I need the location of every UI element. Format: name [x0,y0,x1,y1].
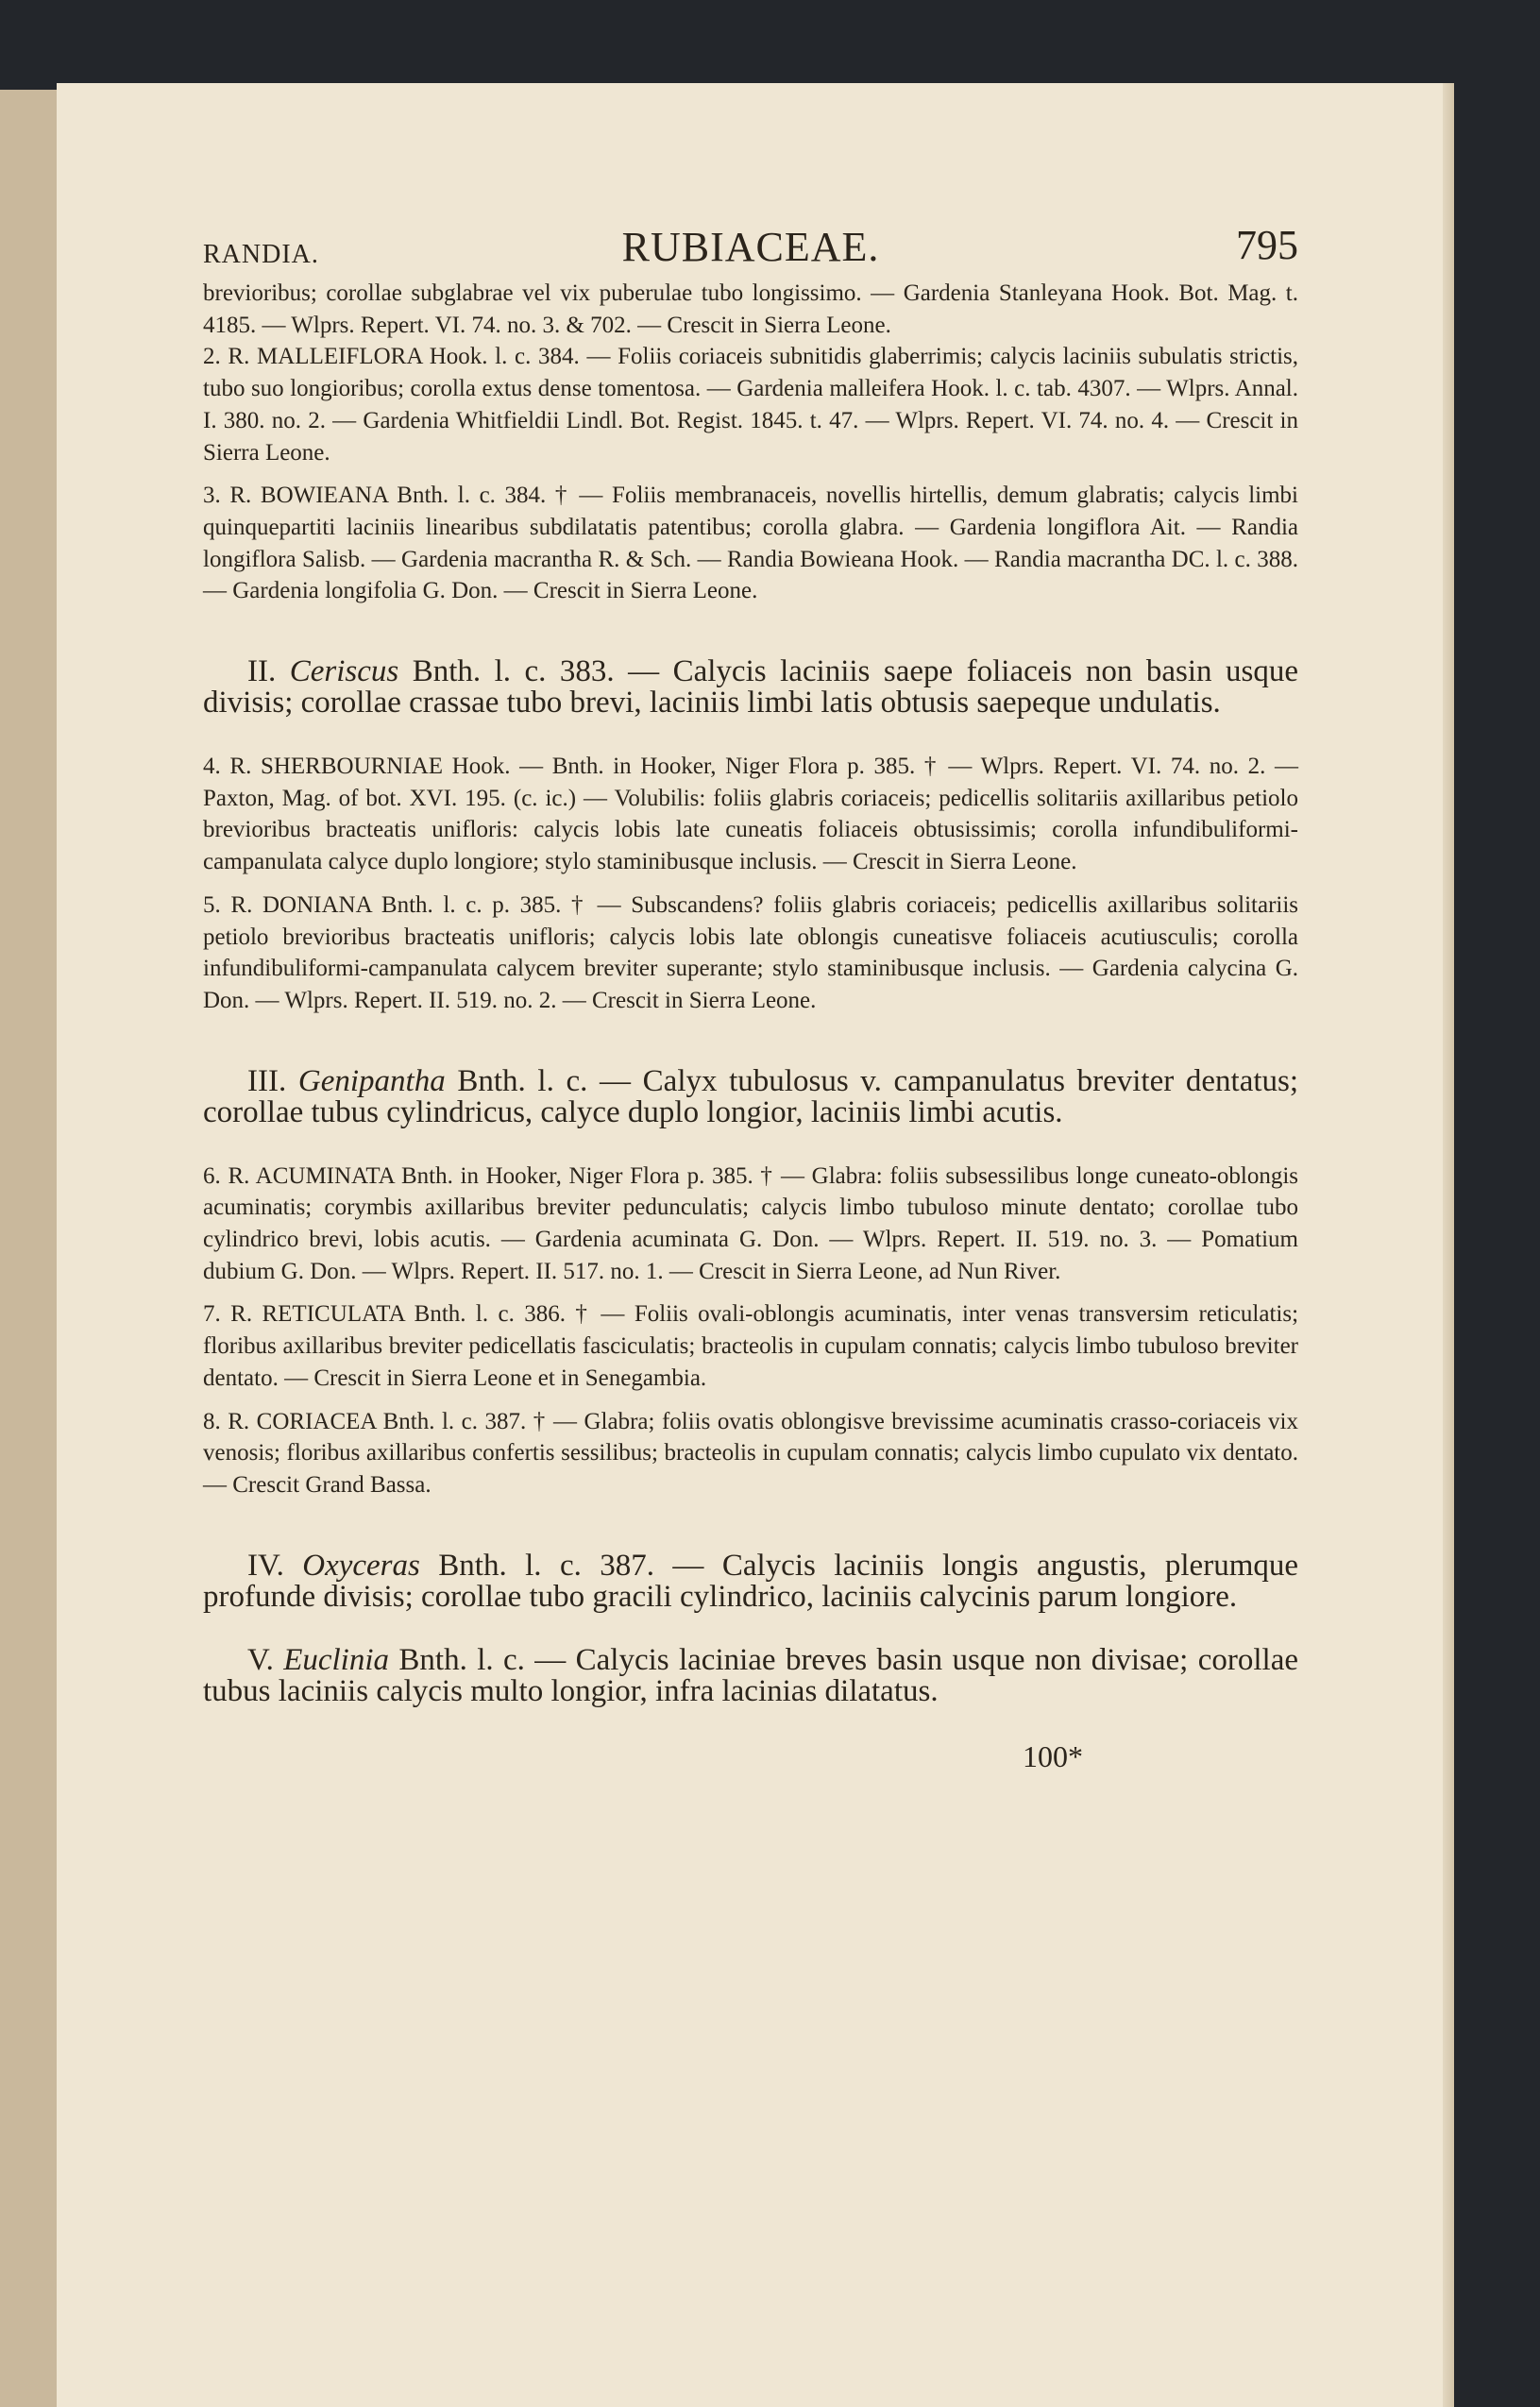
species-entry [203,341,1298,468]
species-number: 5. [203,891,221,918]
species-entry [203,751,1298,878]
section-genus: Genipantha [297,1063,446,1098]
species-list-2 [203,751,1298,1017]
species-description: Bnth. l. c. p. 385. † — Subscandens? foliis glabris coriaceis; pedicellis axillaribus solitariis petiolo brevioribus bracteatis unifloris; calycis lobis late oblongis cuneatisve foliaceis acutiusculis; corolla infundibuliformi-campanulata calycem breviter superante; stylo staminibusque inclusis. — Gardenia calycina G. Don. — Wlprs. Repert. II. 519. no. 2. — Crescit in Sierra Leone. [203,891,1299,1013]
species-description: Hook. — Bnth. in Hooker, Niger Flora p. 385. † — Wlprs. Repert. VI. 74. no. 2. — Paxton, Mag. of bot. XVI. 195. (c. ic.) — Volubilis: foliis glabris coriaceis; pedicellis solitariis axillaribus petiolo brevioribus bracteatis unifloris: calycis lobis late cuneatis foliaceis obtusissimis; corolla infundibuliformi-campanulata calyce duplo longiore; stylo staminibusque inclusis. — Crescit in Sierra Leone. [203,754,1299,875]
section-description: Bnth. l. c. — Calyx tubulosus v. campanulatus breviter dentatus; corollae tubus cylindricus, calyce duplo longior, laciniis limbi acutis. [203,1063,1299,1129]
page-number: 795 [1236,222,1298,268]
facing-page-edge [0,90,57,2407]
species-name: R. SHERBOURNIAE [229,754,444,780]
section-heading-iv [203,1548,1299,1614]
book-page [57,83,1454,2407]
species-description: Bnth. l. c. 384. † — Foliis membranaceis, novellis hirtellis, demum glabratis; calycis limbi quinquepartiti laciniis linearibus subdilatatis patentibus; corolla glabra. — Gardenia longiflora Ait. — Randia longiflora Salisb. — Gardenia macrantha R. & Sch. — Randia Bowieana Hook. — Randia macrantha DC. l. c. 388. — Gardenia longifolia G. Don. — Crescit in Sierra Leone. [203,483,1298,604]
signature-mark: 100* [1023,1738,1083,1773]
section-number: IV. [247,1548,284,1583]
species-name: R. BOWIEANA [229,483,388,509]
species-name: R. MALLEIFLORA [228,344,423,370]
species-entry [203,890,1298,1017]
running-head [203,212,1298,278]
species-description: Hook. l. c. 384. — Foliis coriaceis subnitidis glaberrimis; calycis laciniis subulatis strictis, tubo suo longioribus; corolla extus dense tomentosa. — Gardenia malleifera Hook. l. c. tab. 4307. — Wlprs. Annal. I. 380. no. 2. — Gardenia Whitfieldii Lindl. Bot. Regist. 1845. t. 47. — Wlprs. Repert. VI. 74. no. 4. — Crescit in Sierra Leone. [203,344,1299,466]
section-genus: Oxyceras [302,1548,420,1583]
species-entry [203,1406,1298,1501]
section-heading-iii [203,1063,1299,1129]
running-head-family: RUBIACEAE. [621,224,880,270]
section-heading-v [203,1642,1298,1708]
section-genus: Ceriscus [289,654,399,689]
species-entry [203,1298,1298,1394]
species-number: 4. [203,754,221,780]
intro-paragraph: brevioribus; corollae subglabrae vel vix puberulae tubo longissimo. — Gardenia Stanleyana Hook. Bot. Mag. t. 4185. — Wlprs. Repert. VI. 74. no. 3. & 702. — Crescit in Sierra Leone. [203,280,1298,338]
section-number: II. [247,654,277,689]
species-name: R. RETICULATA [230,1301,405,1328]
running-head-genus: RANDIA. [203,240,319,269]
section-description: Bnth. l. c. 383. — Calycis laciniis saepe foliaceis non basin usque divisis; corollae crassae tubo brevi, laciniis limbi latis obtusis saepeque undulatis. [203,654,1299,720]
section-genus: Euclinia [283,1642,390,1677]
text-column [203,212,1298,1774]
section-description: Bnth. l. c. — Calycis laciniae breves basin usque non divisae; corollae tubus laciniis calycis multo longior, infra lacinias dilatatus. [203,1642,1298,1708]
species-name: R. ACUMINATA [228,1162,395,1189]
species-entry [203,1161,1298,1288]
species-number: 3. [203,483,221,509]
species-entry [203,480,1298,607]
section-number: III. [247,1063,287,1098]
species-description: Bnth. l. c. 387. † — Glabra; foliis ovatis oblongisve brevissime acuminatis crasso-coriaceis vix venosis; floribus axillaribus confertis sessilibus; bracteolis in cupulam connatis; calycis limbo cupulato vix dentato. — Crescit Grand Bassa. [203,1408,1298,1498]
species-list-3 [203,1161,1298,1501]
species-number: 2. [203,344,221,370]
section-number: V. [247,1642,274,1677]
section-description: Bnth. l. c. 387. — Calycis laciniis longis angustis, plerumque profunde divisis; corollae tubo gracili cylindrico, laciniis calycinis parum longiore. [203,1548,1299,1614]
species-list-1 [203,341,1298,607]
species-name: R. DONIANA [230,891,372,918]
section-heading-ii [203,656,1298,719]
page-edge-shadow [1443,83,1454,2407]
species-name: R. CORIACEA [228,1408,377,1434]
species-number: 8. [203,1408,221,1434]
species-number: 6. [203,1162,221,1189]
species-description: Bnth. in Hooker, Niger Flora p. 385. † — Glabra: foliis subsessilibus longe cuneato-oblongis acuminatis; corymbis axillaribus breviter pedunculatis; calycis limbo tubuloso minute dentato; corollae tubo cylindrico brevi, lobis acutis. — Gardenia acuminata G. Don. — Wlprs. Repert. II. 519. no. 3. — Pomatium dubium G. Don. — Wlprs. Repert. II. 517. no. 1. — Crescit in Sierra Leone, ad Nun River. [203,1162,1299,1284]
species-description: Bnth. l. c. 386. † — Foliis ovali-oblongis acuminatis, inter venas transversim reticulatis; floribus axillaribus breviter pedicellatis fasciculatis; bracteolis in cupulam connatis; calycis limbo tubuloso breviter dentato. — Crescit in Sierra Leone et in Senegambia. [203,1301,1299,1391]
species-number: 7. [203,1301,221,1328]
